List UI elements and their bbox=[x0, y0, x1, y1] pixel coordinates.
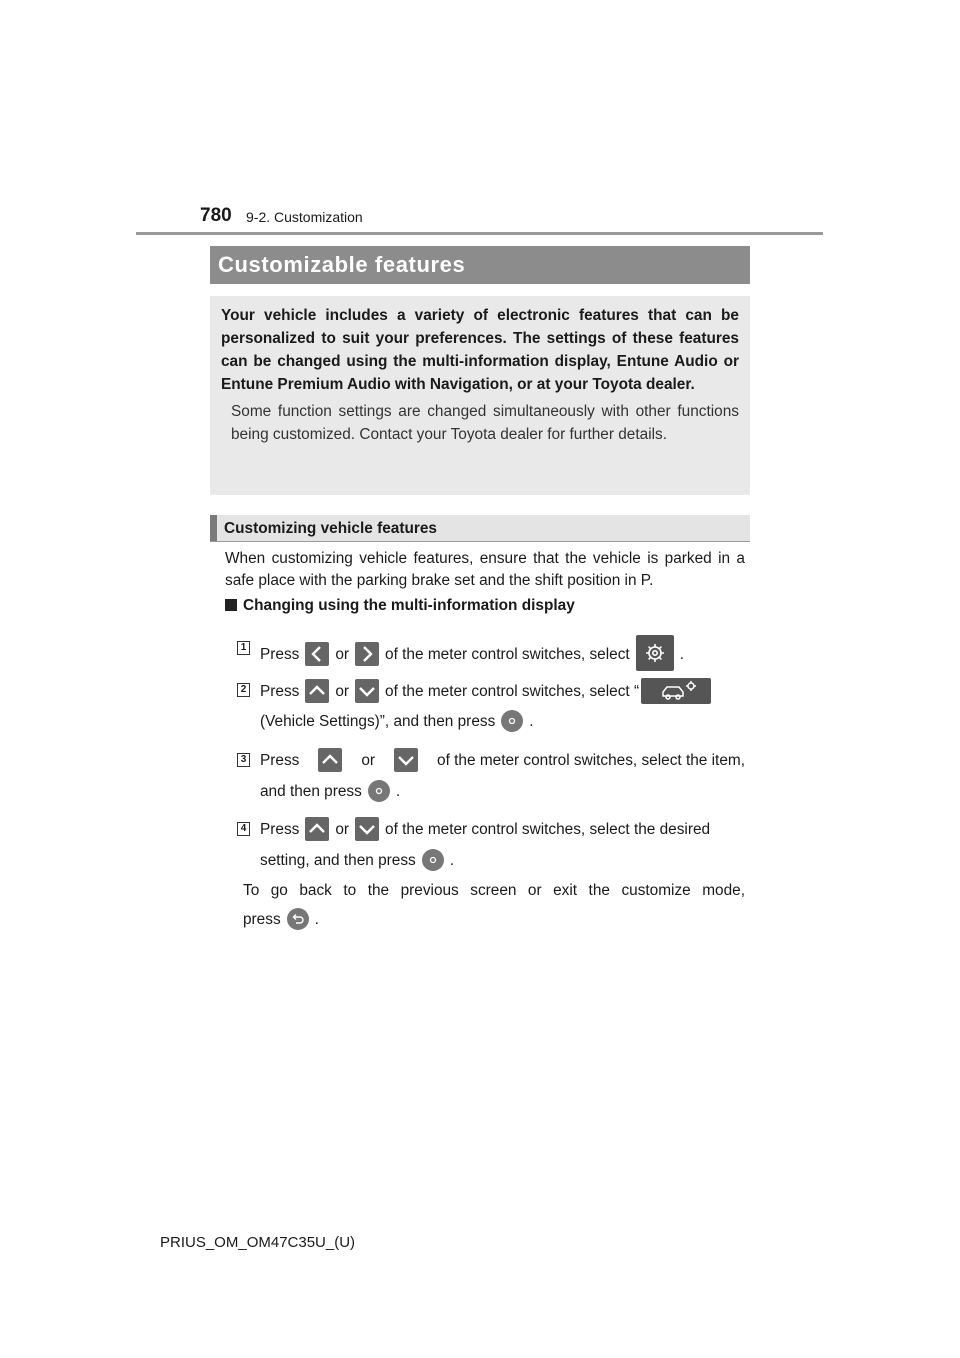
chevron-up-icon bbox=[305, 817, 329, 841]
step-2-line-2 bbox=[260, 711, 534, 733]
step-number: 4 bbox=[237, 822, 250, 836]
back-note-line-2 bbox=[243, 909, 319, 931]
step-text: or bbox=[335, 646, 350, 664]
enter-button-icon bbox=[422, 849, 444, 871]
step-text: and then press bbox=[260, 783, 362, 801]
chevron-down-icon bbox=[355, 679, 379, 703]
chevron-up-icon bbox=[318, 748, 342, 772]
chevron-down-icon bbox=[355, 817, 379, 841]
step-number: 3 bbox=[237, 753, 250, 767]
chevron-up-icon bbox=[305, 679, 329, 703]
gear-icon bbox=[636, 635, 674, 671]
step-text: of the meter control switches, select “ bbox=[385, 683, 640, 701]
step-1-line bbox=[260, 637, 684, 673]
section-label: 9-2. Customization bbox=[246, 209, 363, 225]
intro-note: Some function settings are changed simultaneously with other functions being customized. Contact your Toyota dealer for further details. bbox=[231, 403, 739, 443]
method-heading bbox=[225, 597, 575, 615]
method-heading-text: Changing using the multi-information display bbox=[243, 597, 575, 614]
step-text: . bbox=[314, 911, 319, 929]
step-text: Press bbox=[260, 646, 300, 664]
car-gear-icon bbox=[641, 678, 711, 704]
enter-button-icon bbox=[501, 710, 523, 732]
back-arrow-icon bbox=[287, 908, 309, 930]
subheading-divider bbox=[210, 541, 750, 542]
step-text: Press bbox=[260, 683, 300, 701]
chevron-left-icon bbox=[305, 642, 329, 666]
step-text: of the meter control switches, select bbox=[385, 646, 630, 664]
step-text: or bbox=[335, 821, 350, 839]
step-text: . bbox=[449, 852, 454, 870]
step-text: Press bbox=[260, 752, 300, 769]
step-4-line-1 bbox=[260, 818, 710, 842]
footer-doc-code: PRIUS_OM_OM47C35U_(U) bbox=[160, 1234, 356, 1251]
square-bullet-icon bbox=[225, 599, 237, 611]
intro-box bbox=[210, 296, 750, 495]
header-divider bbox=[136, 232, 823, 235]
step-number: 2 bbox=[237, 683, 250, 697]
chevron-down-icon bbox=[394, 748, 418, 772]
subheading: Customizing vehicle features bbox=[210, 515, 750, 542]
body-paragraph: When customizing vehicle features, ensure that the vehicle is parked in a safe place with the parking brake set and the shift position in P. bbox=[225, 550, 745, 589]
step-text: Press bbox=[260, 821, 300, 839]
chevron-right-icon bbox=[355, 642, 379, 666]
step-text: setting, and then press bbox=[260, 852, 416, 870]
step-number: 1 bbox=[237, 641, 250, 655]
step-3-line-2 bbox=[260, 781, 400, 803]
enter-button-icon bbox=[368, 780, 390, 802]
step-text: . bbox=[395, 783, 401, 801]
step-text: or bbox=[361, 752, 376, 769]
page-title: Customizable features bbox=[210, 246, 750, 284]
back-note-line-1: To go back to the previous screen or exit the customize mode, bbox=[243, 882, 745, 899]
step-2-line-1 bbox=[260, 679, 711, 705]
step-4-line-2 bbox=[260, 850, 454, 872]
step-text: of the meter control switches, select the desired bbox=[385, 821, 711, 839]
intro-text: Your vehicle includes a variety of electronic features that can be personalized to suit your preferences. The settings of these features can be changed using the multi-information display, Entune Audio or Entune Premium Audio with Navigation, or at your Toyota dealer. bbox=[221, 307, 739, 393]
page-number: 780 bbox=[200, 205, 232, 226]
step-text: (Vehicle Settings)”, and then press bbox=[260, 713, 496, 731]
step-text: . bbox=[679, 646, 684, 664]
step-3-line-1 bbox=[260, 749, 745, 773]
step-text: of the meter control switches, select the item, bbox=[437, 752, 745, 769]
step-text: press bbox=[243, 911, 281, 929]
step-text: . bbox=[529, 713, 534, 731]
step-text: or bbox=[335, 683, 350, 701]
